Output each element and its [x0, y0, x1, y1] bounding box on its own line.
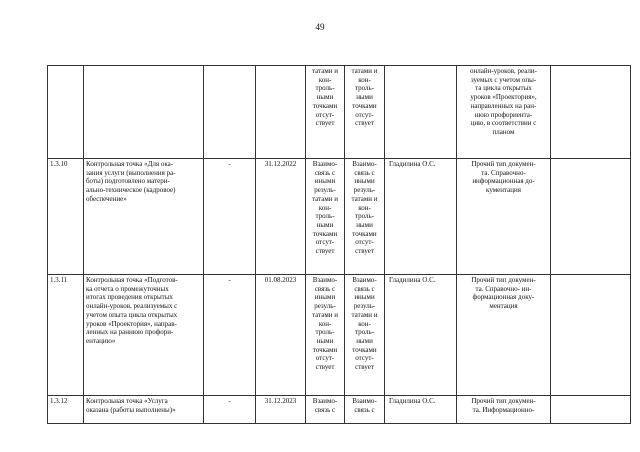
document-text: Прочий тип докумен- та. Справочно- ин- формационная доку- ментация [471, 276, 536, 311]
link-cell-2 [345, 396, 385, 424]
link-cell-2 [345, 159, 385, 275]
dash-cell: - [204, 159, 256, 275]
link-text-1: Взаимо- связь с иными резуль- татами и кон- троль- ными точками отсут- ствует [312, 276, 338, 372]
document-cell [457, 66, 551, 159]
empty-last-cell [551, 275, 631, 396]
executor-cell: Гладилина О.С. [385, 275, 457, 396]
table-row [48, 159, 631, 275]
executor-cell: Гладилина О.С. [385, 396, 457, 424]
link-text-2: Взаимо- связь с иными резуль- татами и кон- троль- ными точками отсут- ствует [351, 276, 378, 372]
row-number-cell: 1.3.12 [48, 396, 84, 424]
table-row [48, 275, 631, 396]
empty-cell [204, 66, 256, 159]
name-cell [84, 396, 204, 424]
table-row [48, 66, 631, 159]
link-cell-2 [345, 66, 385, 159]
name-cell [84, 159, 204, 275]
row-number-cell: 1.3.11 [48, 275, 84, 396]
empty-last-cell [551, 159, 631, 275]
document-text: Прочий тип докумен- та. Справочно- информационная до- кументация [471, 160, 536, 195]
document-cell [457, 159, 551, 275]
executor-cell: Гладилина О.С. [385, 159, 457, 275]
document-text: онлайн-уроков, реали- зуемых с учетом опы- та цикла открытых уроков «Проектория», направленных на ран- нюю профориента- цию, в соответствии с планом [470, 67, 537, 136]
page-number: 49 [315, 22, 325, 32]
dash-cell: - [204, 275, 256, 396]
link-text-2: Взаимо- связь с [352, 397, 377, 414]
link-cell-1 [306, 66, 345, 159]
executor-cell [385, 66, 457, 159]
name-text: Контрольная точка «Услуга оказана (работы выполнены)» [86, 397, 176, 414]
link-cell-1 [306, 275, 345, 396]
name-text: Контрольная точка «Для ока- зания услуги (выполнения ра- боты) подготовлено матери- ально-техническое (кадровое) обеспечение» [86, 160, 176, 203]
date-cell: 01.08.2023 [256, 275, 306, 396]
document-cell [457, 396, 551, 424]
table-row [48, 396, 631, 424]
document-text: Прочий тип докумен- та. Информационно- [471, 397, 536, 414]
link-text-2: Взаимо- связь с иными резуль- татами и кон- троль- ными точками отсут- ствует [351, 160, 378, 256]
link-cell-2 [345, 275, 385, 396]
row-number-cell [48, 66, 84, 159]
link-cell-1 [306, 396, 345, 424]
date-cell [256, 66, 306, 159]
name-cell [84, 275, 204, 396]
link-text-2: татами и кон- троль- ными точками отсут- ствует [351, 67, 378, 128]
empty-last-cell [551, 396, 631, 424]
date-cell: 31.12.2022 [256, 159, 306, 275]
document-cell [457, 275, 551, 396]
control-points-table [47, 65, 631, 424]
date-cell: 31.12.2023 [256, 396, 306, 424]
dash-cell: - [204, 396, 256, 424]
name-text: Контрольная точка «Подготов- ка отчета о промежуточных итогах проведения открытых онлайн-уроков, реализуемых с учетом опыта цикла открытых уроков «Проектория», направ- ленных на раннюю профори- ентацию» [86, 276, 178, 345]
link-text-1: Взаимо- связь с [312, 397, 338, 414]
link-text-1: татами и кон- троль- ными точками отсут- ствует [312, 67, 338, 128]
link-cell-1 [306, 159, 345, 275]
link-text-1: Взаимо- связь с иными резуль- татами и кон- троль- ными точками отсут- ствует [312, 160, 338, 256]
empty-last-cell [551, 66, 631, 159]
row-number-cell: 1.3.10 [48, 159, 84, 275]
name-cell [84, 66, 204, 159]
